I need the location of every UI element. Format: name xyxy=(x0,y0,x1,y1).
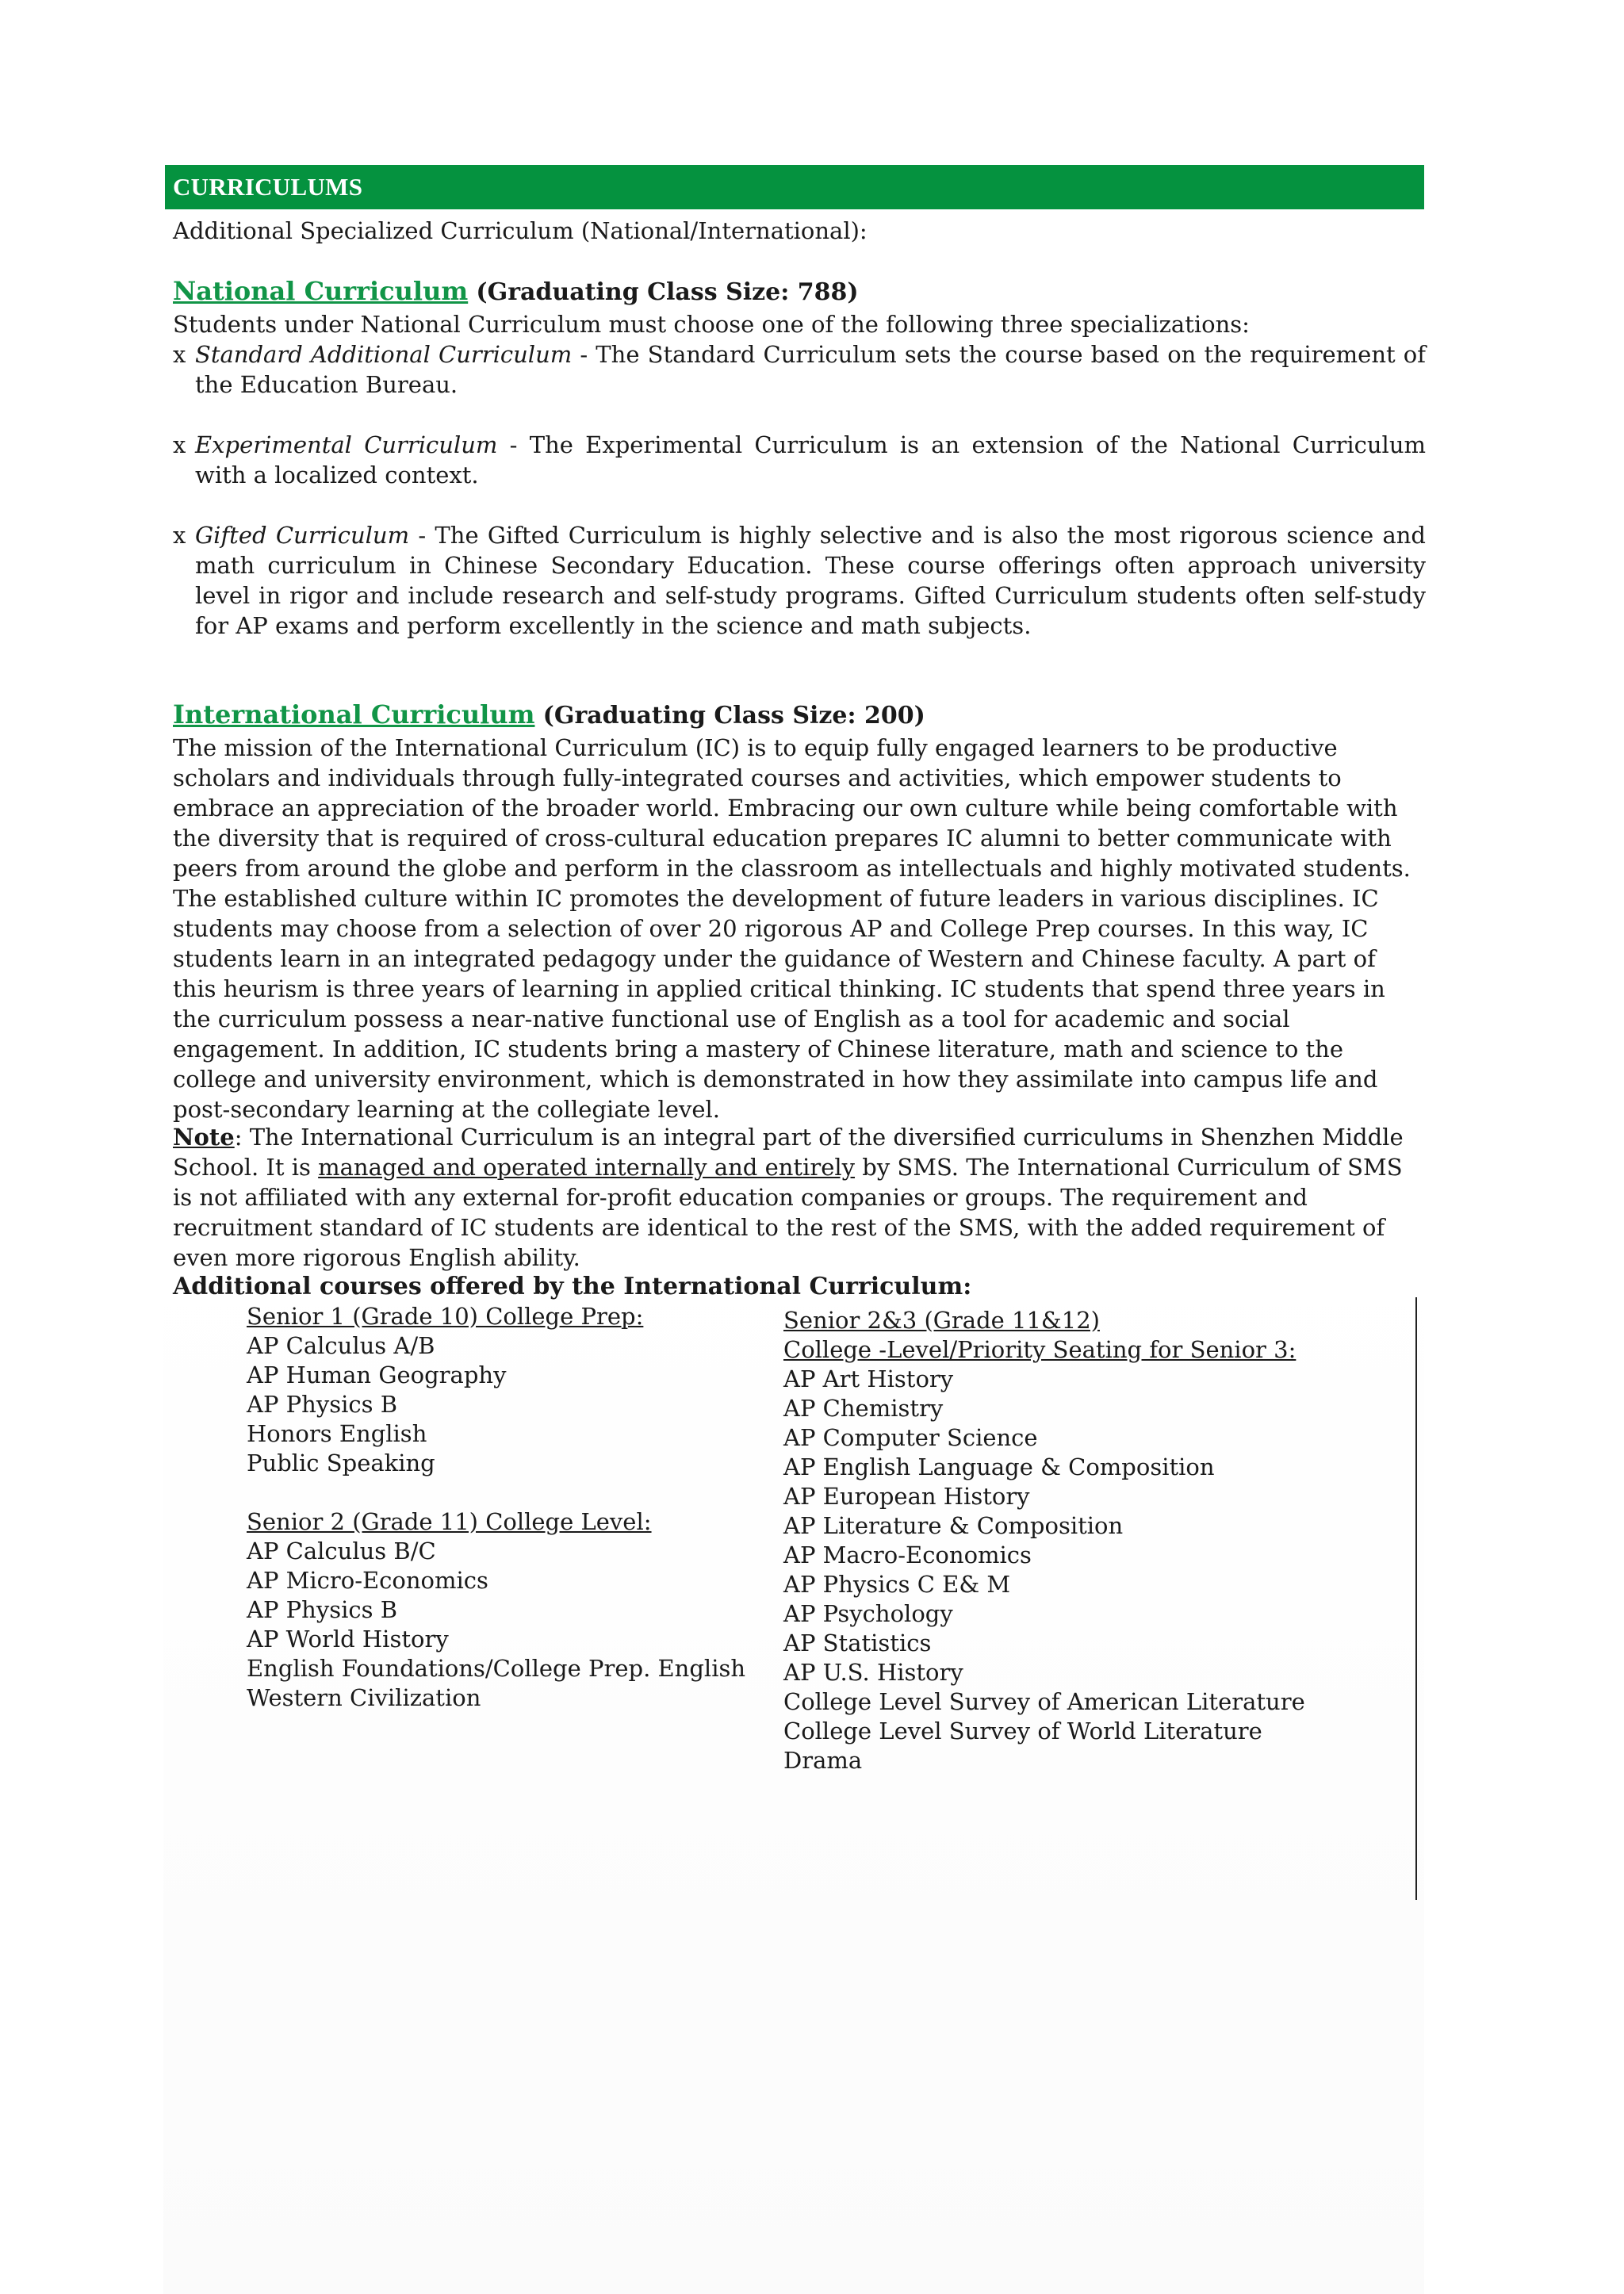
course-item: AP Chemistry xyxy=(783,1395,944,1422)
international-curriculum-section xyxy=(173,698,1416,1124)
item-name: Standard Additional Curriculum xyxy=(195,341,573,368)
course-item: AP Micro-Economics xyxy=(247,1567,488,1594)
spacer xyxy=(173,490,1426,520)
course-item: Drama xyxy=(783,1747,863,1774)
course-item: AP Computer Science xyxy=(783,1424,1038,1451)
section-header-bar xyxy=(165,165,1424,209)
bullet-marker: x xyxy=(173,431,186,458)
section-header-title: CURRICULUMS xyxy=(173,173,363,201)
national-curriculum-section xyxy=(173,274,1426,641)
international-body-text: The mission of the International Curriculum (IC) is to equip fully engaged learners to be productive scholars and individuals through fully-integrated courses and activities, which empower students to embrace an appreciation of the broader world. Embracing our own culture while being comfortable with the diversity that is required of cross-cultural education prepares IC alumni to better communicate with peers from around the globe and perform in the classroom as intellectuals and highly motivated students. The established culture within IC promotes the development of future leaders in various disciplines. IC students may choose from a selection of over 20 rigorous AP and College Prep courses. In this way, IC students learn in an integrated pedagogy under the guidance of Western and Chinese faculty. A part of this heurism is three years of learning in applied critical thinking. IC students that spend three years in the curriculum possess a near-native functional use of English as a tool for academic and social engagement. In addition, IC students bring a mastery of Chinese literature, math and science to the college and university environment, which is demonstrated in how they assimilate into campus life and post-secondary learning at the collegiate level. xyxy=(173,734,1411,1123)
item-description: - The Gifted Curriculum is highly selective and is also the most rigorous science and math curriculum in Chinese Secondary Education. These course offerings often approach university level in rigor and include research and self-study programs. Gifted Curriculum students often self-study for AP exams and perform excellently in the science and math subjects. xyxy=(195,522,1426,639)
course-item: Western Civilization xyxy=(247,1684,481,1711)
courses-right-column xyxy=(783,1306,1402,1775)
bullet-marker: x xyxy=(173,341,186,368)
note-text-1: : The International Curriculum is an integral part of the diversified curriculums in Shenzhen Middle School. It is xyxy=(173,1124,1404,1181)
course-item: AP Macro-Economics xyxy=(783,1541,1032,1568)
item-description: - The Standard Curriculum sets the course based on the requirement of the Education Bureau. xyxy=(195,341,1426,398)
item-name: Experimental Curriculum xyxy=(195,431,498,458)
column-divider-line xyxy=(1415,1297,1417,1900)
course-item: AP Physics C E& M xyxy=(783,1571,1011,1598)
note-underlined-text: managed and operated internally and entirely xyxy=(318,1154,856,1181)
senior2-heading: Senior 2 (Grade 11) College Level: xyxy=(247,1508,652,1535)
courses-left-column xyxy=(247,1302,754,1713)
international-curriculum-link[interactable]: International Curriculum xyxy=(173,699,535,730)
course-item: AP English Language & Composition xyxy=(783,1453,1215,1480)
course-item: AP European History xyxy=(783,1483,1030,1510)
international-curriculum-heading xyxy=(173,698,1416,733)
course-item: English Foundations/College Prep. English xyxy=(247,1655,746,1682)
senior3-priority-heading: College -Level/Priority Seating for Senior 3: xyxy=(783,1336,1297,1363)
note-label: Note xyxy=(173,1124,235,1151)
course-item: Honors English xyxy=(247,1420,427,1447)
course-item: AP Human Geography xyxy=(247,1361,507,1388)
spacer xyxy=(173,400,1426,430)
national-lead-text: Students under National Curriculum must choose one of the following three specializations: xyxy=(173,311,1250,338)
national-class-size: (Graduating Class Size: 788) xyxy=(476,278,859,306)
national-curriculum-heading xyxy=(173,274,1426,309)
course-item: College Level Survey of World Literature xyxy=(783,1718,1262,1744)
course-item: AP Physics B xyxy=(247,1391,398,1418)
note-text-2: by SMS. The International Curriculum of SMS is not affiliated with any external for-profit education companies or groups. The requirement and recruitment standard of IC students are identical to the rest of the SMS, with the added requirement of even more rigorous English ability. xyxy=(173,1154,1403,1271)
course-item: AP World History xyxy=(247,1626,449,1653)
international-class-size: (Graduating Class Size: 200) xyxy=(542,702,925,730)
national-item-standard xyxy=(173,339,1426,400)
course-item: AP Calculus A/B xyxy=(247,1332,435,1359)
senior23-heading: Senior 2&3 (Grade 11&12) xyxy=(783,1307,1100,1334)
bullet-marker: x xyxy=(173,522,186,549)
course-item: College Level Survey of American Literature xyxy=(783,1688,1305,1715)
course-item: AP U.S. History xyxy=(783,1659,963,1686)
course-item: AP Statistics xyxy=(783,1630,932,1656)
course-item: Public Speaking xyxy=(247,1450,435,1476)
courses-heading: Additional courses offered by the International Curriculum: xyxy=(173,1273,972,1300)
national-item-experimental xyxy=(173,430,1426,490)
course-item: AP Literature & Composition xyxy=(783,1512,1124,1539)
course-item: AP Calculus B/C xyxy=(247,1538,436,1564)
item-description: - The Experimental Curriculum is an extension of the National Curriculum with a localized context. xyxy=(195,431,1426,488)
item-name: Gifted Curriculum xyxy=(195,522,410,549)
course-item: AP Physics B xyxy=(247,1596,398,1623)
senior1-heading: Senior 1 (Grade 10) College Prep: xyxy=(247,1303,644,1330)
intro-text: Additional Specialized Curriculum (National/International): xyxy=(173,217,868,244)
note-paragraph xyxy=(173,1122,1422,1273)
spacer xyxy=(247,1478,754,1507)
course-item: AP Psychology xyxy=(783,1600,953,1627)
national-curriculum-link[interactable]: National Curriculum xyxy=(173,276,469,306)
course-item: AP Art History xyxy=(783,1365,954,1392)
national-item-gifted xyxy=(173,520,1426,641)
